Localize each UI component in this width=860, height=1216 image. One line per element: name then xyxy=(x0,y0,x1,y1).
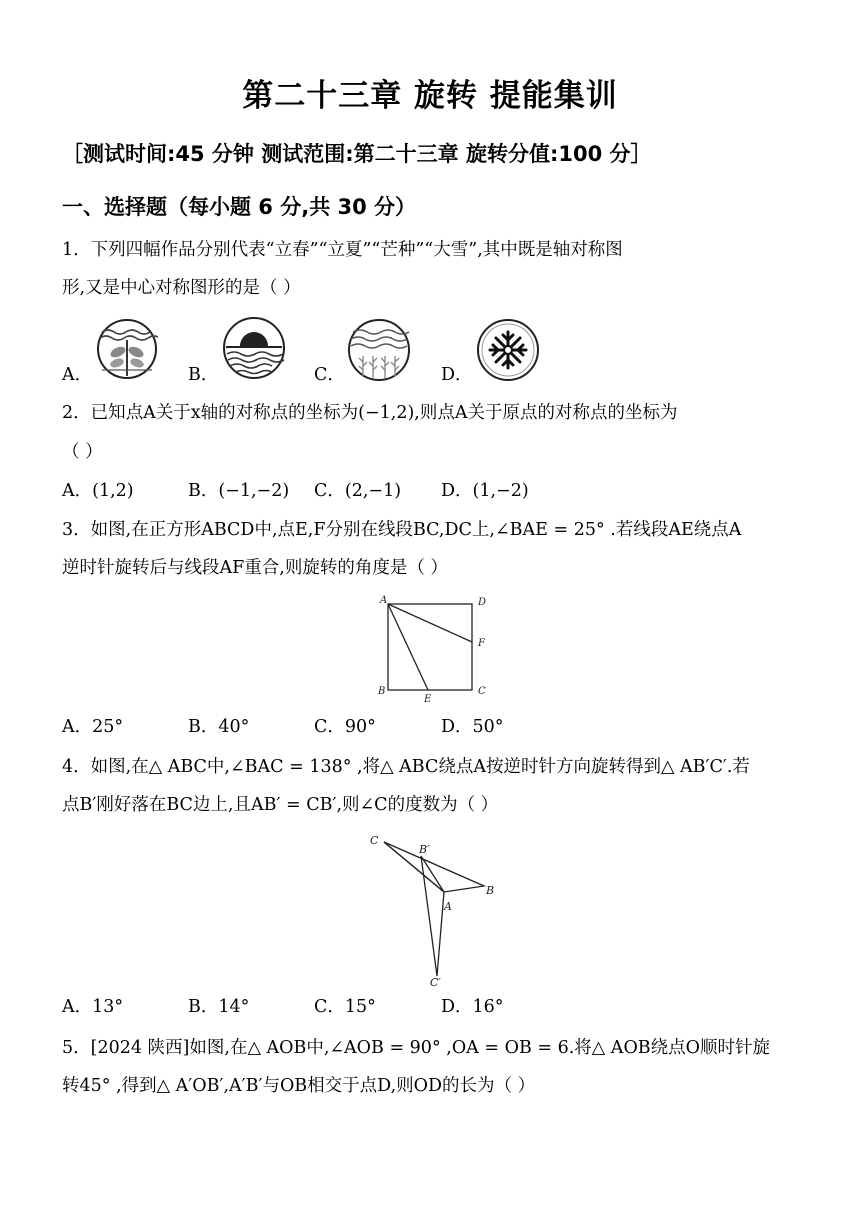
q1-stem-line2: 形,又是中心对称图形的是（ ） xyxy=(62,278,301,298)
label-c-prime: C′ xyxy=(430,976,441,988)
label-a: A xyxy=(380,595,388,606)
segment-af xyxy=(388,604,472,642)
q2-stem-line2: （ ） xyxy=(62,442,103,462)
q4-option-b: B．14° xyxy=(188,997,250,1017)
q4-option-c: C．15° xyxy=(314,997,376,1017)
q1-option-b: B． xyxy=(188,365,219,385)
q4-stem-line2: 点B′刚好落在BC边上,且AB′ = CB′,则∠C的度数为（ ） xyxy=(62,795,499,815)
segment-ae xyxy=(388,604,428,690)
section-heading: 一、选择题（每小题 6 分,共 30 分） xyxy=(62,195,417,219)
label-b: B xyxy=(486,884,495,897)
daxue-snowflake-icon xyxy=(476,318,540,382)
mangzhong-grain-icon xyxy=(347,318,411,382)
page-title: 第二十三章 旋转 提能集训 xyxy=(242,78,618,114)
q2-option-d: D．(1,−2) xyxy=(441,481,529,501)
label-c: C xyxy=(478,686,486,697)
q1-option-d: D． xyxy=(441,365,473,385)
label-b: B xyxy=(378,686,386,697)
q4-option-d: D．16° xyxy=(441,997,504,1017)
label-f: F xyxy=(478,638,485,649)
q1-stem-line1: 1．下列四幅作品分别代表“立春”“立夏”“芒种”“大雪”,其中既是轴对称图 xyxy=(62,240,623,260)
q3-stem-line1: 3．如图,在正方形ABCD中,点E,F分别在线段BC,DC上,∠BAE = 25° .若线段AE绕点A xyxy=(62,520,742,540)
label-b-prime: B′ xyxy=(419,843,430,856)
lixia-sun-icon xyxy=(222,316,286,380)
q5-stem-line1: 5．[2024 陕西]如图,在△ AOB中,∠AOB = 90° ,OA = OB = 6.将△ AOB绕点O顺时针旋 xyxy=(62,1038,770,1058)
triangle-ab1c1 xyxy=(421,856,444,976)
q2-option-b: B．(−1,−2) xyxy=(188,481,290,501)
q1-option-c: C． xyxy=(314,365,345,385)
q4-triangle-figure xyxy=(364,826,504,988)
label-c: C xyxy=(370,834,379,847)
q3-stem-line2: 逆时针旋转后与线段AF重合,则旋转的角度是（ ） xyxy=(62,558,448,578)
label-a: A xyxy=(444,900,452,913)
q3-option-b: B．40° xyxy=(188,717,250,737)
test-info: ［测试时间:45 分钟 测试范围:第二十三章 旋转分值:100 分］ xyxy=(62,142,652,166)
q4-stem-line1: 4．如图,在△ ABC中,∠BAC = 138° ,将△ ABC绕点A按逆时针方向旋转得到△ AB′C′.若 xyxy=(62,757,750,777)
lichun-sprout-icon xyxy=(96,318,158,380)
q3-square-figure xyxy=(374,592,496,704)
q3-option-d: D．50° xyxy=(441,717,504,737)
label-d: D xyxy=(478,597,487,608)
q3-option-c: C．90° xyxy=(314,717,376,737)
label-e: E xyxy=(424,694,432,704)
q2-option-c: C．(2,−1) xyxy=(314,481,402,501)
q4-option-a: A．13° xyxy=(62,997,124,1017)
q1-option-a: A． xyxy=(62,365,93,385)
square-abcd xyxy=(388,604,472,690)
q2-stem-line1: 2．已知点A关于x轴的对称点的坐标为(−1,2),则点A关于原点的对称点的坐标为 xyxy=(62,403,678,423)
q5-stem-line2: 转45° ,得到△ A′OB′,A′B′与OB相交于点D,则OD的长为（ ） xyxy=(62,1076,536,1096)
q3-option-a: A．25° xyxy=(62,717,124,737)
q2-option-a: A．(1,2) xyxy=(62,481,134,501)
